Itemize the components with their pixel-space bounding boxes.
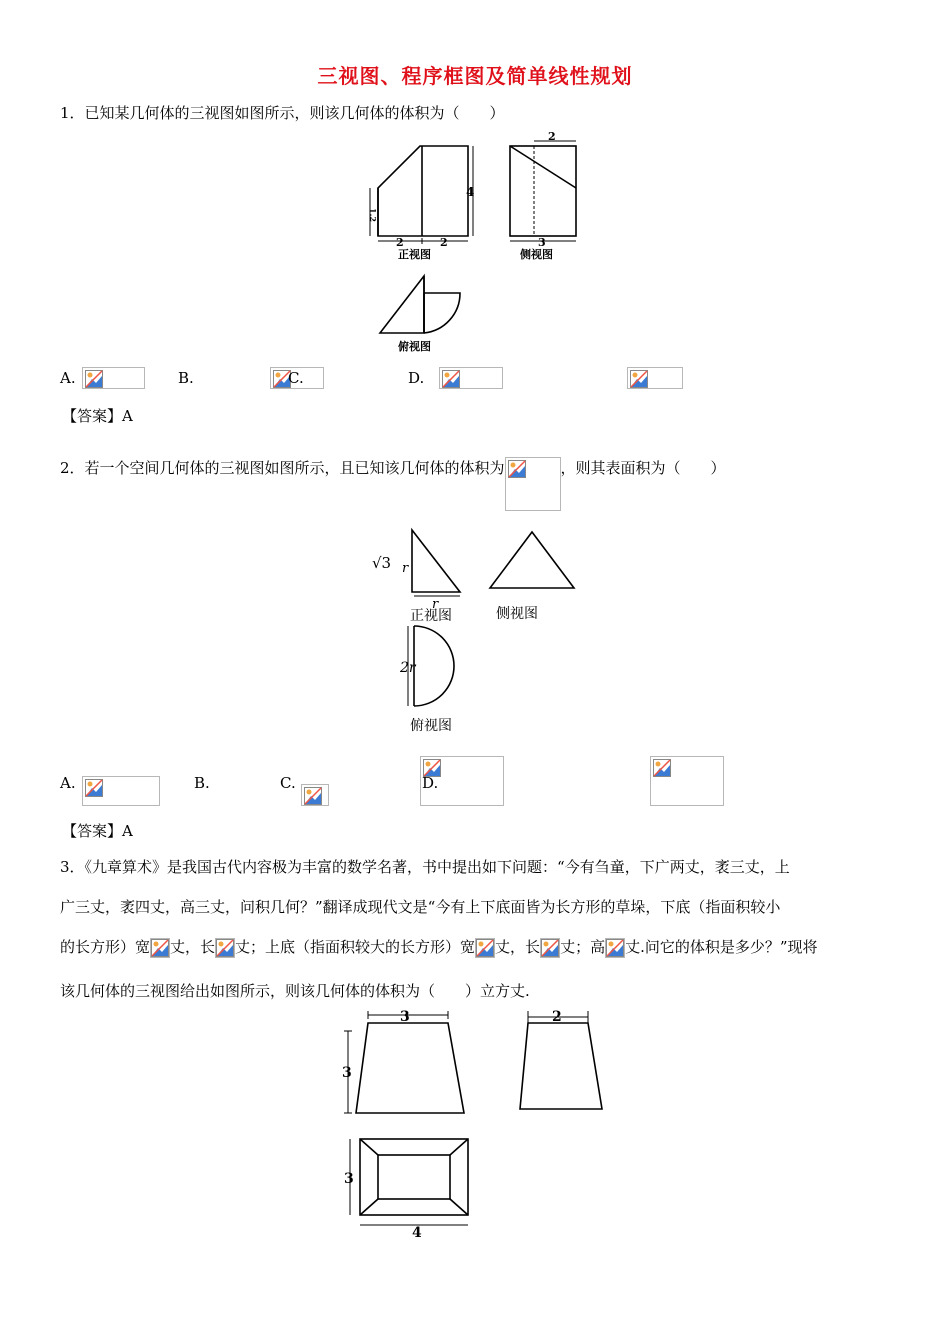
q3-inline-image-4	[540, 938, 560, 958]
page-title: 三视图、程序框图及简单线性规划	[317, 64, 633, 88]
q1-option-a-image	[82, 367, 145, 389]
broken-image-icon	[476, 939, 494, 957]
broken-image-icon	[541, 939, 559, 957]
q1-top-label: 俯视图	[398, 340, 431, 353]
q3-plan-view	[350, 1139, 468, 1225]
q2-option-a-label: A.	[60, 774, 76, 792]
q2-options	[60, 756, 530, 806]
q3-inline-image-2	[215, 938, 235, 958]
q3-inline-image-3	[475, 938, 495, 958]
broken-image-icon	[630, 370, 648, 388]
q3-line-3c: 丈；上底（指面积较大的长方形）宽	[235, 938, 476, 956]
q1-dim-4: 4	[466, 185, 475, 199]
broken-image-icon	[216, 939, 234, 957]
broken-image-icon	[85, 779, 103, 797]
q1-dim-2a: 2	[396, 236, 404, 249]
q2-side-label: 侧视图	[496, 606, 538, 622]
q3-inline-image-5	[605, 938, 625, 958]
q2-option-d-label: D.	[422, 774, 439, 792]
q2-r-vert: r	[402, 561, 409, 576]
q3-line-2: 广三丈，袤四丈，高三丈，问积几何？”翻译成现代文是“今有上下底面皆为长方形的草垛，下底（指面积较小	[60, 898, 781, 916]
q2-option-b-image	[301, 784, 329, 806]
q3-line-3e: 丈；高	[560, 938, 606, 956]
q2-option-a-image	[82, 776, 160, 806]
q3-side-width: 2	[552, 1009, 562, 1025]
q3-line-3f: 丈.问它的体积是多少？”现将	[625, 938, 818, 956]
q1-dim-2b: 2	[440, 236, 448, 249]
q1-front-label: 正视图	[398, 248, 431, 261]
q3-line-4: 该几何体的三视图给出如图所示，则该几何体的体积为（ ）立方丈.	[60, 982, 530, 1000]
q3-line-3b: 丈，长	[170, 938, 216, 956]
q2-top-label: 俯视图	[410, 718, 452, 734]
q1-option-c-label: C.	[288, 369, 304, 387]
q1-dim-left: 1.2	[368, 208, 378, 222]
q2-stem-post: ，则其表面积为（ ）	[560, 459, 726, 477]
q2-two-r: 2r	[400, 660, 416, 676]
q2-volume-image	[505, 457, 561, 511]
q2-sqrt3: √3	[372, 554, 392, 572]
q3-line-3	[60, 936, 818, 958]
q3-front-view	[344, 1011, 464, 1113]
q3-plan-height: 3	[344, 1171, 354, 1187]
broken-image-icon	[606, 939, 624, 957]
q2-option-b-label: B.	[194, 774, 210, 792]
q1-answer: 【答案】A	[62, 407, 133, 425]
q1-dim-side-2: 2	[548, 130, 556, 143]
broken-image-icon	[653, 759, 671, 777]
broken-image-icon	[151, 939, 169, 957]
q3-figure	[330, 1005, 620, 1245]
q1-stem: 1．已知某几何体的三视图如图所示，则该几何体的体积为（ ）	[60, 104, 505, 122]
q2-option-c-label: C.	[280, 774, 296, 792]
q1-option-c-image	[439, 367, 503, 389]
q1-top-view	[380, 276, 460, 333]
broken-image-icon	[508, 460, 526, 478]
q1-option-d-label: D.	[408, 369, 425, 387]
q2-front-label: 正视图	[410, 608, 452, 624]
q2-option-d-image	[650, 756, 724, 806]
q1-option-d-image	[627, 367, 683, 389]
q2-side-view	[490, 532, 574, 588]
q1-front-view	[370, 146, 473, 244]
q2-stem	[60, 457, 726, 511]
q3-side-view	[520, 1011, 602, 1109]
q3-line-1: 3．《九章算术》是我国古代内容极为丰富的数学名著，书中提出如下问题：“今有刍童，下广两丈，袤三丈，上	[60, 858, 790, 876]
q2-r-horiz: r	[432, 597, 439, 612]
q1-option-b-label: B.	[178, 369, 194, 387]
broken-image-icon	[304, 787, 322, 805]
q1-side-label: 侧视图	[520, 248, 553, 261]
q3-height: 3	[342, 1065, 352, 1081]
q1-options	[60, 367, 560, 391]
q3-inline-image-1	[150, 938, 170, 958]
broken-image-icon	[442, 370, 460, 388]
q1-dim-side-3: 3	[538, 236, 546, 249]
q3-line-3d: 丈，长	[495, 938, 541, 956]
q1-option-a-label: A.	[60, 369, 76, 387]
q2-figure	[362, 526, 602, 740]
q2-stem-pre: 2．若一个空间几何体的三视图如图所示，且已知该几何体的体积为	[60, 459, 505, 477]
q3-plan-width: 4	[412, 1225, 422, 1241]
q2-front-view	[412, 530, 460, 596]
broken-image-icon	[85, 370, 103, 388]
q1-side-view	[510, 141, 576, 241]
q2-answer: 【答案】A	[62, 822, 133, 840]
q1-figure	[360, 128, 590, 358]
q3-top-width: 3	[400, 1009, 410, 1025]
q3-line-3a: 的长方形）宽	[60, 938, 151, 956]
